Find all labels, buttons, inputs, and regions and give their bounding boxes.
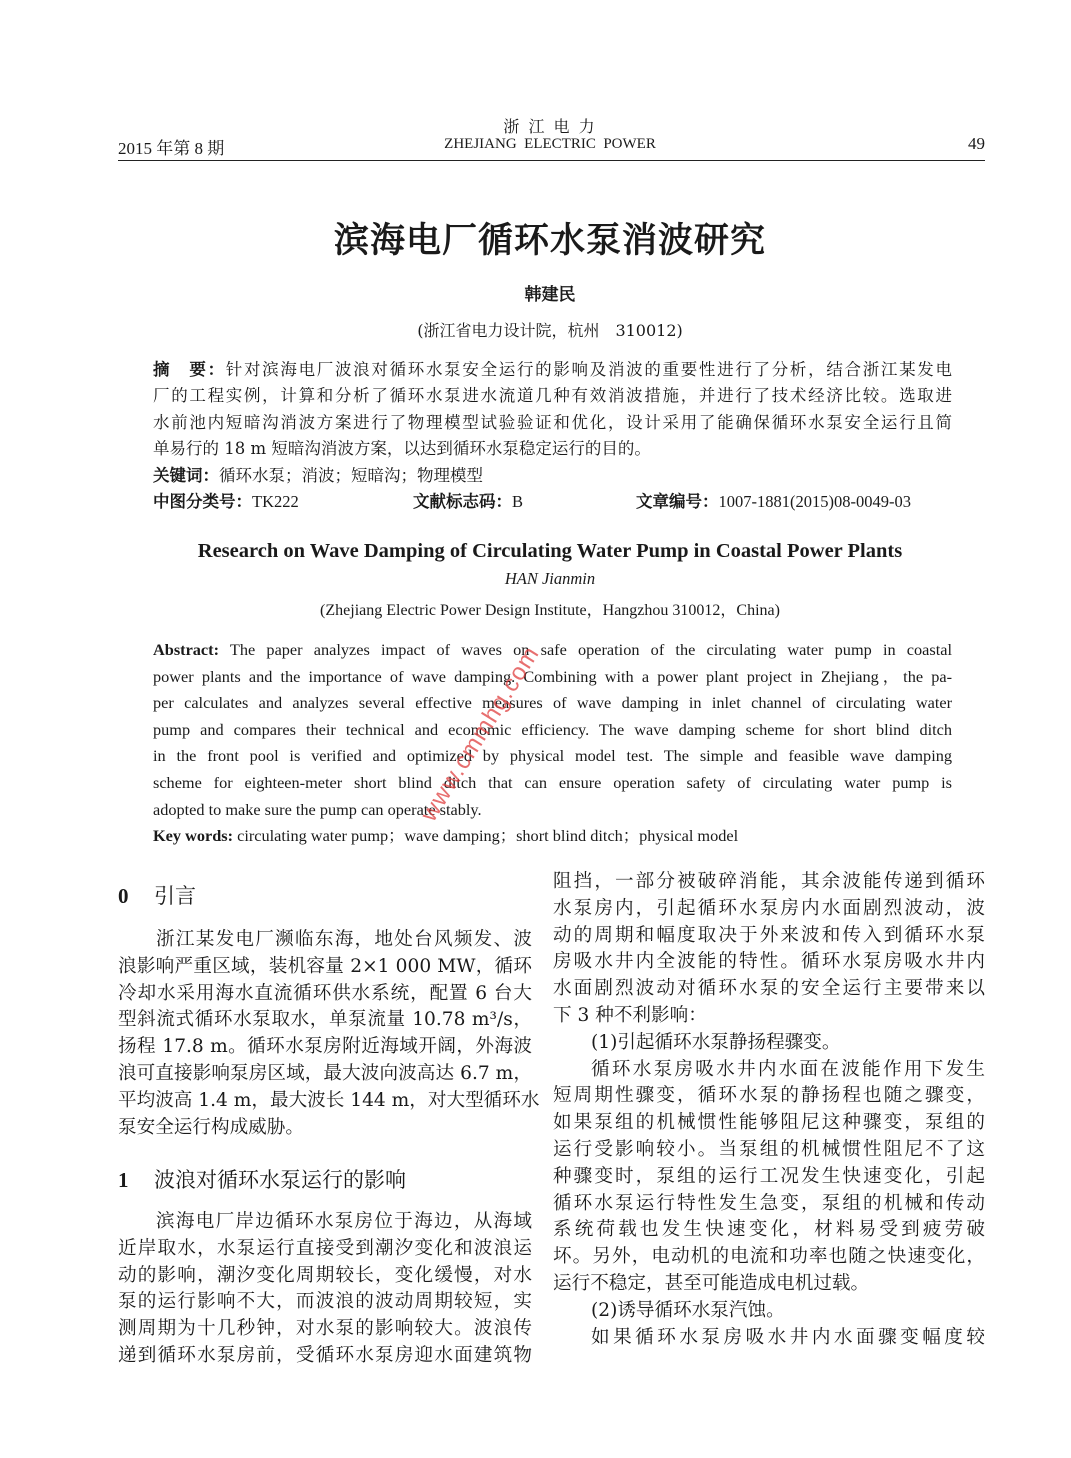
section-1-heading: 1 波浪对循环水泵运行的影响 <box>118 1168 406 1192</box>
title-en: Research on Wave Damping of Circulating Water Pump in Coastal Power Plants <box>197 540 903 562</box>
section-1-body <box>118 1209 532 1370</box>
text-line: 泵的运行影响不大，而波浪的波动周期较短，实 <box>118 1291 532 1313</box>
affiliation-cn: (浙江省电力设计院，杭州 310012) <box>417 321 683 340</box>
paragraph <box>553 1325 985 1352</box>
text-line: 水面剧烈波动对循环水泵的安全运行主要带来以 <box>553 978 985 1000</box>
page-number: 49 <box>968 134 985 153</box>
paragraph <box>553 869 985 1030</box>
paragraph <box>553 1057 985 1298</box>
text-line: 浪可直接影响泵房区域，最大波向波高达 6.7 m， <box>118 1062 532 1084</box>
journal-name-cn: 浙 江 电 力 <box>503 117 597 136</box>
abstract-en-label: Abstract: <box>153 640 220 659</box>
abstract-en-line: pump and compares their technical and economic efficiency. The wave damping scheme for short blind ditch <box>153 719 952 739</box>
keywords-en: Key words: circulating water pump；wave damping；short blind ditch；physical model <box>153 826 739 846</box>
text-line: 运行受影响较小。当泵组的机械惯性阻尼不了这 <box>553 1138 985 1160</box>
text-line: 动的影响，潮汐变化周期较长，变化缓慢，对水 <box>118 1264 532 1286</box>
text-line: 循环水泵运行特性发生急变，泵组的机械和传动 <box>553 1192 985 1214</box>
issue-label: 2015 年第 8 期 <box>118 139 225 158</box>
affiliation-en: (Zhejiang Electric Power Design Institute，Hangzhou 310012，China) <box>320 602 780 619</box>
text-line: 阻挡，一部分被破碎消能，其余波能传递到循环 <box>553 871 985 892</box>
journal-name-en: ZHEJIANG ELECTRIC POWER <box>444 136 656 152</box>
doc-code: 文献标志码：B <box>413 491 524 511</box>
text-line: 递到循环水泵房前，受循环水泵房迎水面建筑物 <box>118 1344 532 1366</box>
abstract-cn-line: 摘 要：针对滨海电厂波浪对循环水泵安全运行的影响及消波的重要性进行了分析，结合浙江某发电 <box>153 360 953 379</box>
abstract-en-line: in the front pool is verified and optimized by physical model test. The simple and feasible wave damping <box>153 746 952 766</box>
text-line: 如果循环水泵房吸水井内水面骤变幅度较 <box>591 1326 985 1348</box>
text-line: 坏。另外，电动机的电流和功率也随之快速变化， <box>553 1246 985 1268</box>
abstract-cn-label: 摘 要： <box>153 360 226 379</box>
text-line: 短周期性骤变，循环水泵的静扬程也随之骤变， <box>553 1085 985 1107</box>
abstract-en <box>153 637 952 850</box>
author-cn: 韩建民 <box>524 285 576 305</box>
abstract-en-line: power plants and the importance of wave damping. Combining with a power plant project in Zhejiang，the pa- <box>153 666 952 686</box>
clc: 中图分类号：TK222 <box>153 491 299 511</box>
article-number: 文章编号：1007-1881(2015)08-0049-03 <box>636 491 911 511</box>
text-line: 滨海电厂岸边循环水泵房位于海边，从海域 <box>156 1211 532 1232</box>
keywords-cn: 关键词：循环水泵；消波；短暗沟；物理模型 <box>153 465 483 485</box>
keywords-cn-label: 关键词： <box>153 465 219 485</box>
text-line: 平均波高 1.4 m，最大波长 144 m，对大型循环水 <box>118 1089 540 1111</box>
text-line: 冷却水采用海水直流循环供水系统，配置 6 台大 <box>118 982 532 1004</box>
text-line: 如果泵组的机械惯性能够阻尼这种骤变，泵组的 <box>553 1112 985 1134</box>
text-line: 扬程 17.8 m。循环水泵房附近海域开阔，外海波 <box>118 1036 532 1058</box>
abstract-en-line: scheme for eighteen-meter short blind ditch that can ensure operation safety of circulating water pump is <box>153 772 952 792</box>
text-line: 浪影响严重区域，装机容量 2×1 000 MW，循环 <box>118 955 532 977</box>
text-line: 种骤变时，泵组的运行工况发生快速变化，引起 <box>553 1165 985 1187</box>
abstract-cn-line: 厂的工程实例，计算和分析了循环水泵进水流道几种有效消波措施，并进行了技术经济比较。选取进 <box>153 386 952 406</box>
text-line: 近岸取水，水泵运行直接受到潮汐变化和波浪运 <box>118 1237 532 1259</box>
text-line: 型斜流式循环水泵取水，单泵流量 10.78 m³/s， <box>118 1009 532 1031</box>
text-line: 运行不稳定，甚至可能造成电机过载。 <box>553 1272 870 1294</box>
text-line: 下 3 种不利影响： <box>553 1004 707 1026</box>
list-item-2: (2)诱导循环水泵汽蚀。 <box>591 1299 785 1321</box>
text-line: 浙江某发电厂濒临东海，地处台风频发、波 <box>156 929 532 950</box>
section-0-body <box>118 927 540 1141</box>
text-line: 水泵房内，引起循环水泵房内水面剧烈波动，波 <box>553 897 985 919</box>
abstract-cn <box>153 357 952 515</box>
text-line: 循环水泵房吸水井内水面在波能作用下发生 <box>591 1058 985 1080</box>
title-cn: 滨海电厂循环水泵消波研究 <box>333 221 766 261</box>
right-column <box>553 869 985 1351</box>
list-item-1: (1)引起循环水泵静扬程骤变。 <box>591 1031 841 1053</box>
section-0-heading: 0 引言 <box>118 884 196 908</box>
keywords-en-label: Key words: <box>153 826 234 846</box>
watermark: www.cmmhg.com <box>415 641 545 827</box>
abstract-en-line: Abstract: The paper analyzes impact of waves on safe operation of the circulating water pump in coastal <box>153 640 953 659</box>
abstract-cn-line: 单易行的 18 m 短暗沟消波方案，以达到循环水泵稳定运行的目的。 <box>153 439 651 459</box>
classification-row <box>153 489 952 515</box>
abstract-en-line: adopted to make sure the pump can operate stably. <box>153 799 482 819</box>
author-en: HAN Jianmin <box>504 569 596 588</box>
text-line: 系统荷载也发生快速变化，材料易受到疲劳破 <box>553 1219 985 1241</box>
abstract-en-line: per calculates and analyzes several effective measures of wave damping in inlet channel of circulating water <box>153 693 952 713</box>
header-rule <box>118 160 985 161</box>
text-line: 动的周期和幅度取决于外来波和传入到循环水泵 <box>553 924 985 946</box>
text-line: 测周期为十几秒钟，对水泵的影响较大。波浪传 <box>118 1318 532 1340</box>
text-line: 房吸水井内全波能的特性。循环水泵房吸水井内 <box>553 951 985 973</box>
abstract-cn-line: 水前池内短暗沟消波方案进行了物理模型试验验证和优化，设计采用了能确保循环水泵安全运行且简 <box>153 412 952 432</box>
text-line: 泵安全运行构成威胁。 <box>118 1116 304 1138</box>
